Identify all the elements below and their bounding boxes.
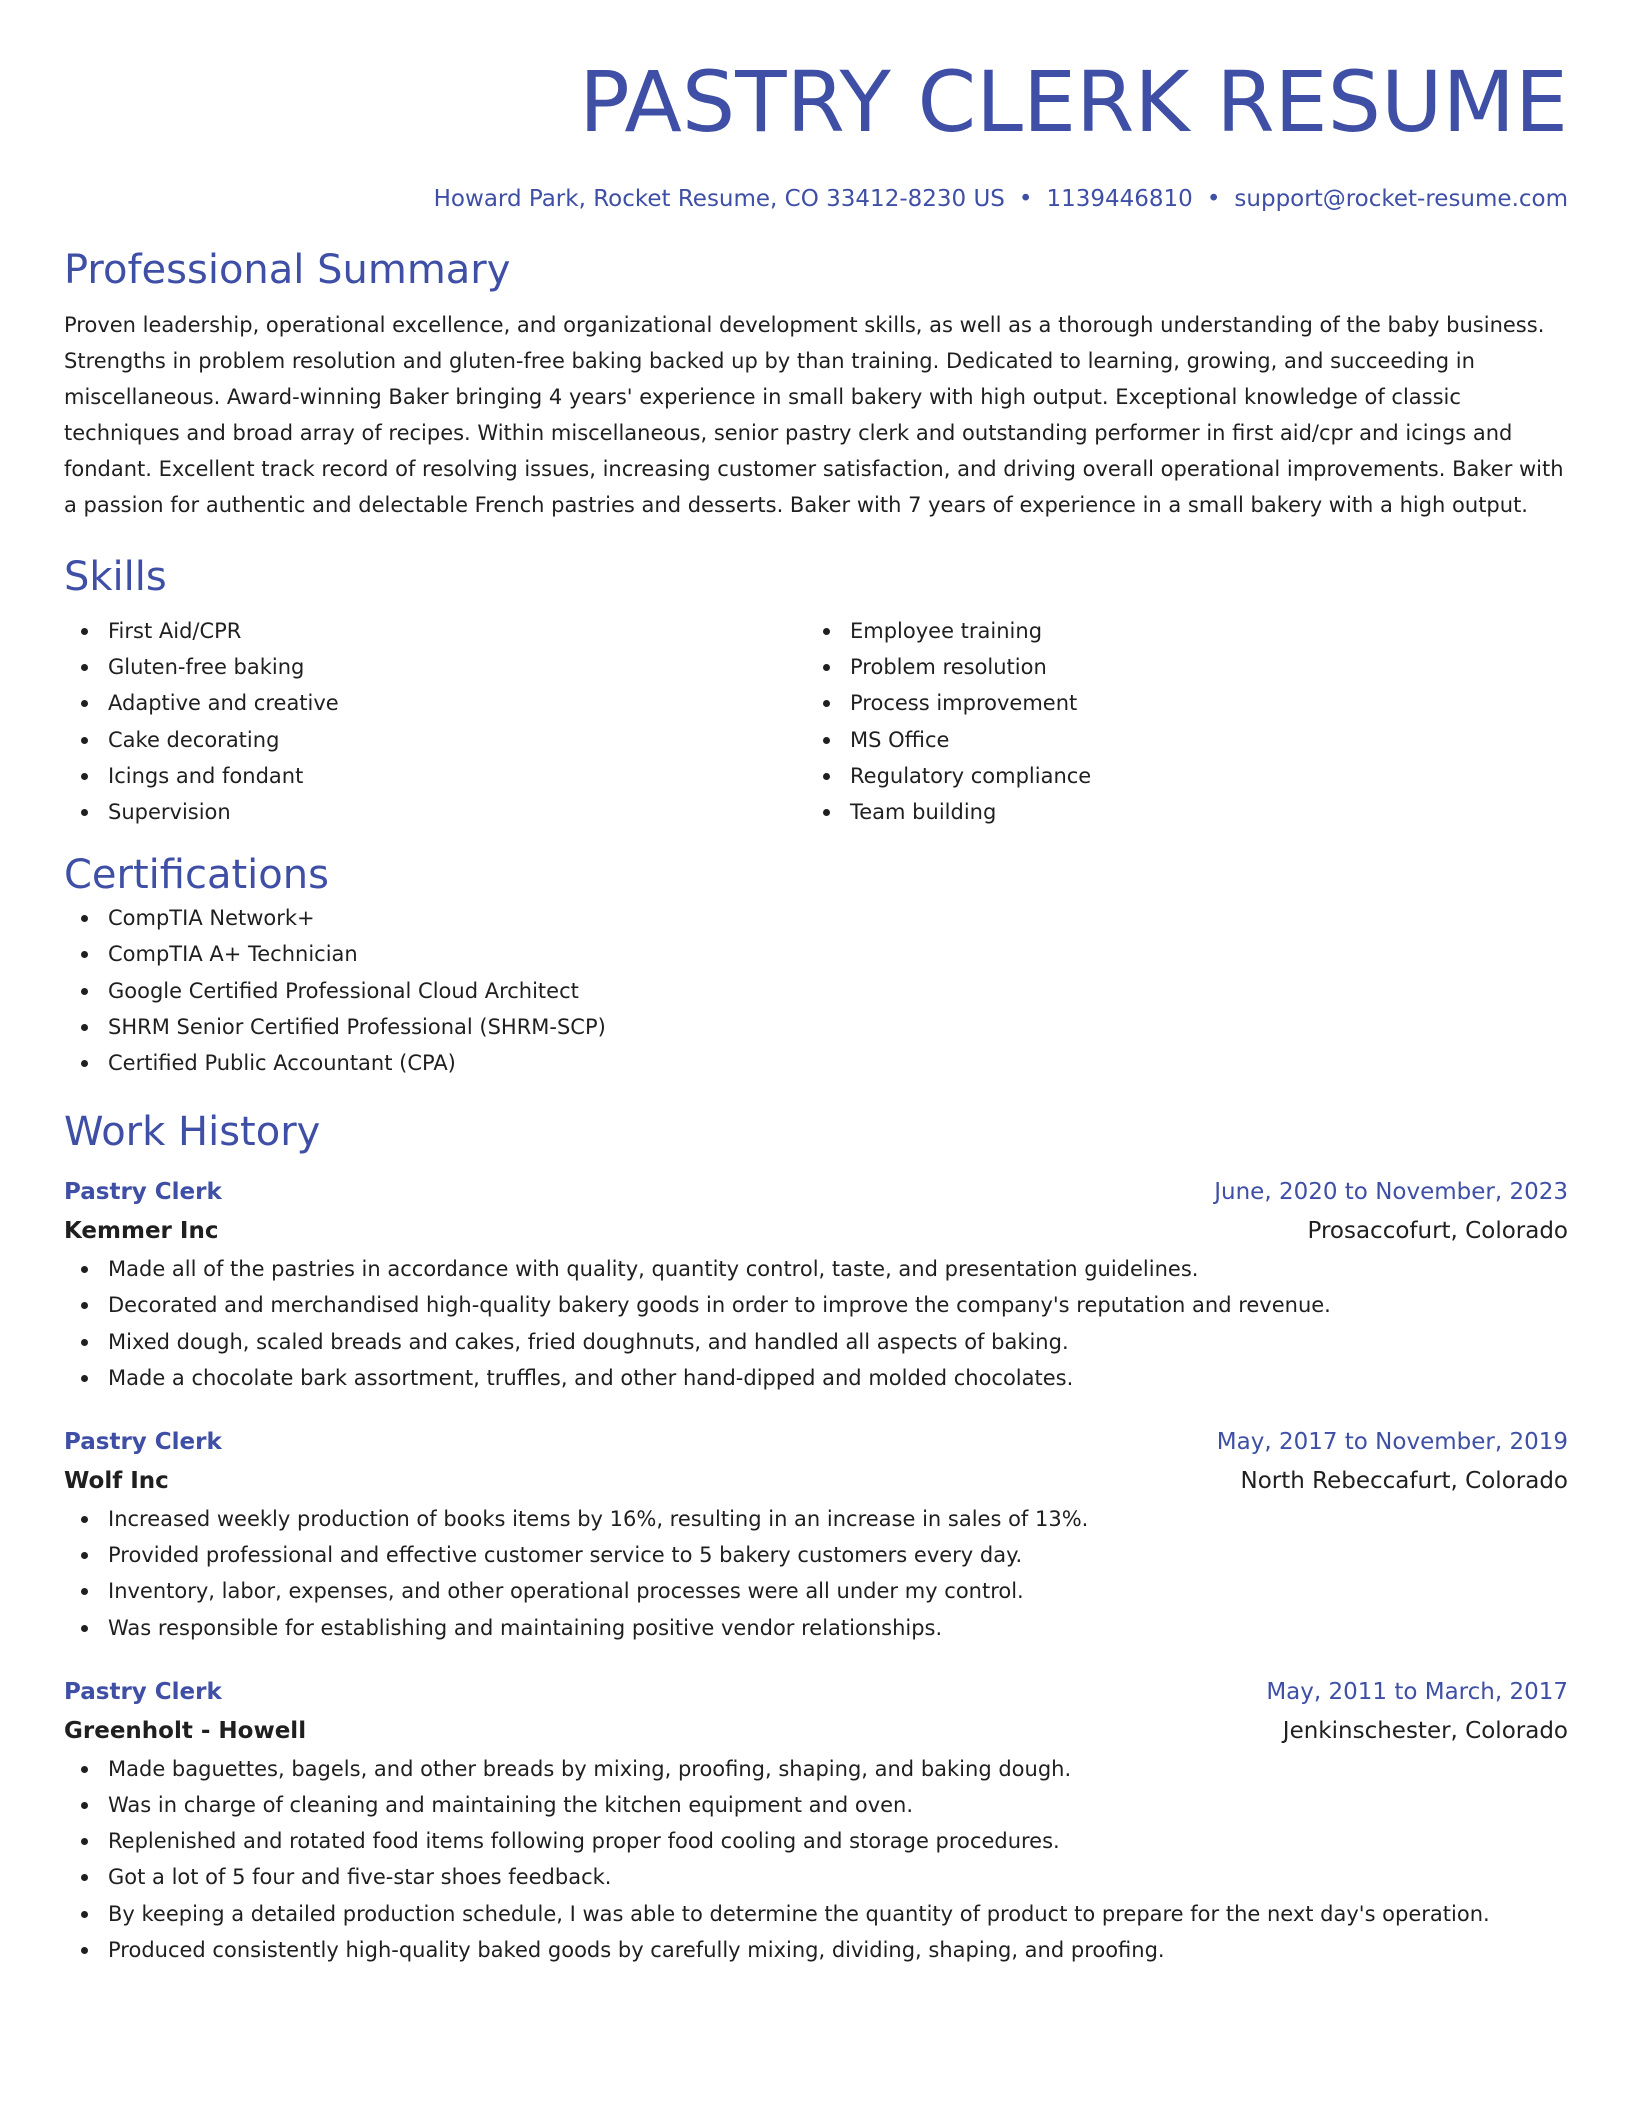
job-location: North Rebeccafurt, Colorado <box>1240 1468 1568 1495</box>
contact-email[interactable]: support@rocket-resume.com <box>1234 186 1568 212</box>
skill-item: Icings and fondant <box>64 758 806 794</box>
skills-right-list <box>806 613 1548 830</box>
job-duty-item: Made a chocolate bark assortment, truffles, and other hand-dipped and molded chocolates. <box>64 1360 1568 1396</box>
skill-item: Team building <box>806 794 1548 830</box>
contact-separator: • <box>1018 186 1033 212</box>
skill-item: Problem resolution <box>806 649 1548 685</box>
skill-item: Regulatory compliance <box>806 758 1548 794</box>
certifications-heading: Certifications <box>64 852 329 899</box>
job-duty-item: Mixed dough, scaled breads and cakes, fried doughnuts, and handled all aspects of baking. <box>64 1324 1568 1360</box>
job-dates: May, 2011 to March, 2017 <box>1266 1678 1568 1705</box>
job-duty-item: Replenished and rotated food items following proper food cooling and storage procedures. <box>64 1823 1568 1859</box>
job-entry <box>64 1173 1568 1396</box>
certification-item: SHRM Senior Certified Professional (SHRM-SCP) <box>64 1009 1568 1045</box>
skill-item: Cake decorating <box>64 722 806 758</box>
certification-item: Certified Public Accountant (CPA) <box>64 1045 1568 1081</box>
contact-phone: 1139446810 <box>1046 186 1193 212</box>
job-header-row <box>64 1173 1568 1211</box>
job-title: Pastry Clerk <box>64 1678 222 1705</box>
skills-list <box>64 613 1568 830</box>
job-duty-item: Made all of the pastries in accordance with quality, quantity control, taste, and presentation guidelines. <box>64 1251 1568 1287</box>
job-company-row <box>64 1461 1568 1501</box>
job-duties-list <box>64 1751 1568 1968</box>
job-company: Greenholt - Howell <box>64 1717 307 1744</box>
job-dates: May, 2017 to November, 2019 <box>1216 1429 1568 1456</box>
skill-item: Process improvement <box>806 685 1548 721</box>
job-company-row <box>64 1211 1568 1251</box>
job-company-row <box>64 1711 1568 1751</box>
skills-column-right <box>806 613 1548 830</box>
certification-item: CompTIA A+ Technician <box>64 936 1568 972</box>
skill-item: Employee training <box>806 613 1548 649</box>
job-duty-item: Decorated and merchandised high-quality bakery goods in order to improve the company's reputation and revenue. <box>64 1287 1568 1323</box>
skills-left-list <box>64 613 806 830</box>
job-entry <box>64 1673 1568 1968</box>
job-title: Pastry Clerk <box>64 1429 222 1456</box>
job-duty-item: Provided professional and effective customer service to 5 bakery customers every day. <box>64 1537 1568 1573</box>
skill-item: Gluten-free baking <box>64 649 806 685</box>
job-company: Wolf Inc <box>64 1468 169 1495</box>
job-duty-item: Got a lot of 5 four and five-star shoes feedback. <box>64 1859 1568 1895</box>
job-duty-item: Made baguettes, bagels, and other breads by mixing, proofing, shaping, and baking dough. <box>64 1751 1568 1787</box>
certification-item: CompTIA Network+ <box>64 900 1568 936</box>
job-duties-list <box>64 1251 1568 1396</box>
job-header-row <box>64 1423 1568 1461</box>
job-location: Prosaccofurt, Colorado <box>1307 1218 1568 1245</box>
job-duty-item: By keeping a detailed production schedule, I was able to determine the quantity of product to prepare for the next day's operation. <box>64 1896 1568 1932</box>
skill-item: Adaptive and creative <box>64 685 806 721</box>
summary-heading: Professional Summary <box>64 247 511 293</box>
skill-item: Supervision <box>64 794 806 830</box>
skill-item: MS Office <box>806 722 1548 758</box>
job-duty-item: Was responsible for establishing and maintaining positive vendor relationships. <box>64 1610 1568 1646</box>
skill-item: First Aid/CPR <box>64 613 806 649</box>
job-dates: June, 2020 to November, 2023 <box>1214 1179 1568 1206</box>
job-location: Jenkinschester, Colorado <box>1282 1717 1568 1744</box>
summary-text: Proven leadership, operational excellence, and organizational development skills, as well as a thorough understanding of the baby business. Strengths in problem resolution and gluten-free baking backed up by than training. Dedicated to learning, growing, and succeeding in miscellaneous. Award-winning Baker bringing 4 years' experience in small bakery with high output. Exceptional knowledge of classic techniques and broad array of recipes. Within miscellaneous, senior pastry clerk and outstanding performer in first aid/cpr and icings and fondant. Excellent track record of resolving issues, increasing customer satisfaction, and driving overall operational improvements. Baker with a passion for authentic and delectable French pastries and desserts. Baker with 7 years of experience in a small bakery with a high output. <box>64 313 1564 517</box>
work-history-heading: Work History <box>64 1109 321 1156</box>
contact-address: Howard Park, Rocket Resume, CO 33412-8230 US <box>433 186 1005 212</box>
certification-item: Google Certified Professional Cloud Architect <box>64 973 1568 1009</box>
job-duty-item: Was in charge of cleaning and maintaining the kitchen equipment and oven. <box>64 1787 1568 1823</box>
job-header-row <box>64 1673 1568 1711</box>
job-title: Pastry Clerk <box>64 1179 222 1206</box>
contact-separator: • <box>1206 186 1221 212</box>
contact-line <box>64 184 1568 214</box>
skills-heading: Skills <box>64 554 167 600</box>
job-duties-list <box>64 1501 1568 1646</box>
job-duty-item: Increased weekly production of books items by 16%, resulting in an increase in sales of 13%. <box>64 1501 1568 1537</box>
job-duty-item: Produced consistently high-quality baked goods by carefully mixing, dividing, shaping, and proofing. <box>64 1932 1568 1968</box>
skills-column-left <box>64 613 806 830</box>
job-entry <box>64 1423 1568 1646</box>
job-duty-item: Inventory, labor, expenses, and other operational processes were all under my control. <box>64 1573 1568 1609</box>
job-company: Kemmer Inc <box>64 1218 219 1245</box>
certifications-list <box>64 900 1568 1081</box>
resume-title: PASTRY CLERK RESUME <box>579 53 1568 151</box>
